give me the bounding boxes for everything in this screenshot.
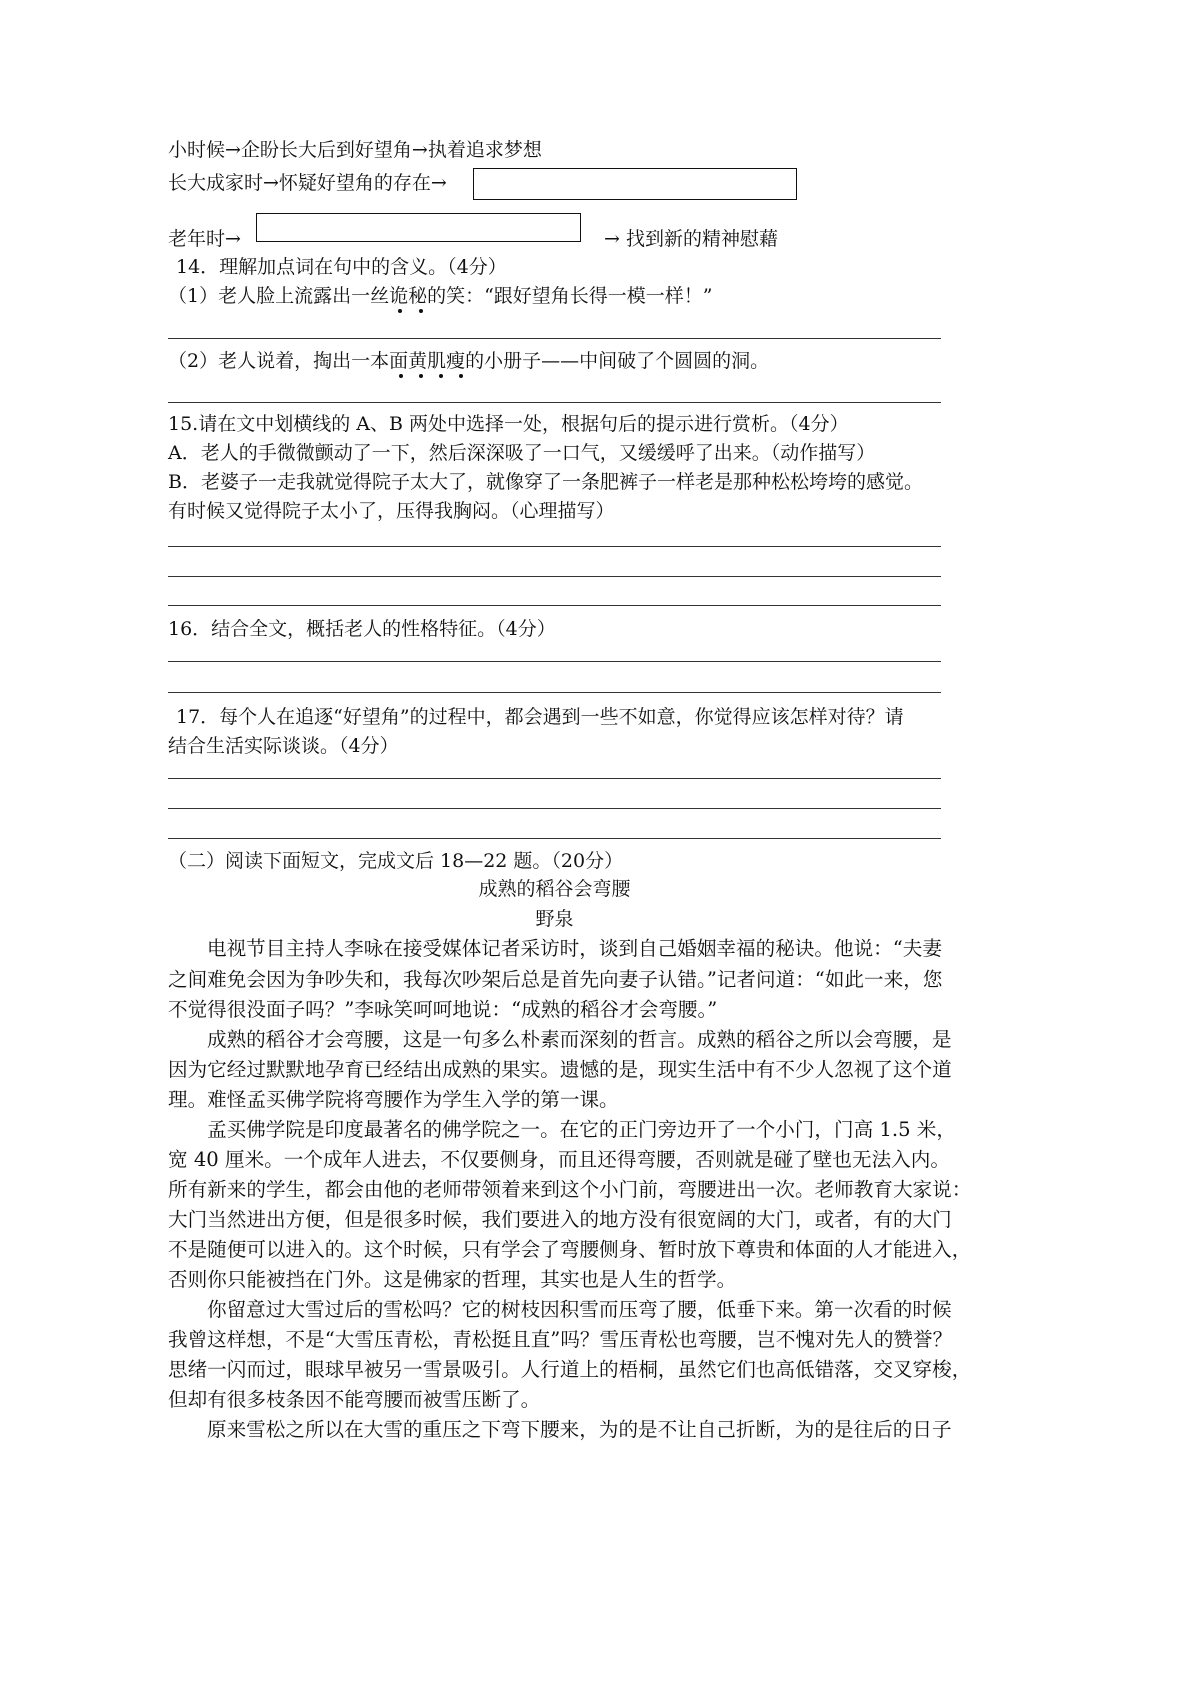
emphasis-dot: [439, 374, 443, 378]
article-line: 理。难怪孟买佛学院将弯腰作为学生入学的第一课。: [168, 1088, 619, 1111]
article-line: 你留意过大雪过后的雪松吗？它的树枝因积雪而压弯了腰，低垂下来。第一次看的时候: [207, 1298, 952, 1321]
answer-line[interactable]: [168, 661, 941, 662]
emphasis-dot: [398, 309, 402, 313]
article-line: 所有新来的学生，都会由他的老师带领着来到这个小门前，弯腰进出一次。老师教育大家说：: [168, 1178, 972, 1201]
emphasis-dot: [399, 374, 403, 378]
q16-title: 16．结合全文，概括老人的性格特征。（4分）: [168, 618, 556, 640]
answer-line[interactable]: [168, 546, 941, 547]
answer-box-1[interactable]: [473, 168, 797, 200]
q14-item-1: （1）老人脸上流露出一丝诡秘的笑：“跟好望角长得一模一样！”: [168, 285, 713, 307]
emphasis-dot: [459, 374, 463, 378]
q15-option-b-line-2: 有时候又觉得院子太小了，压得我胸闷。（心理描写）: [168, 500, 615, 522]
answer-line[interactable]: [168, 576, 941, 577]
article-author: 野泉: [535, 908, 574, 930]
chain-row-3-prefix: 老年时→: [168, 228, 241, 250]
q17-line-1: 17．每个人在追逐“好望角”的过程中，都会遇到一些不如意，你觉得应该怎样对待？请: [176, 706, 904, 728]
emphasis-dot: [419, 309, 423, 313]
article-line: 成熟的稻谷才会弯腰，这是一句多么朴素而深刻的哲言。成熟的稻谷之所以会弯腰，是: [207, 1028, 952, 1051]
article-line: 但却有很多枝条因不能弯腰而被雪压断了。: [168, 1388, 541, 1411]
article-line: 之间难免会因为争吵失和，我每次吵架后总是首先向妻子认错。”记者问道：“如此一来，您: [168, 968, 943, 991]
article-line: 宽 40 厘米。一个成年人进去，不仅要侧身，而且还得弯腰，否则就是碰了壁也无法入内。: [168, 1148, 950, 1171]
q17-line-2: 结合生活实际谈谈。（4分）: [168, 735, 399, 757]
answer-line[interactable]: [168, 808, 941, 809]
article-line: 孟买佛学院是印度最著名的佛学院之一。在它的正门旁边开了一个小门，门高 1.5 米，: [207, 1118, 956, 1141]
article-line: 大门当然进出方便，但是很多时候，我们要进入的地方没有很宽阔的大门，或者，有的大门: [168, 1208, 952, 1231]
answer-line[interactable]: [168, 338, 941, 339]
article-title: 成熟的稻谷会弯腰: [478, 878, 631, 900]
answer-box-2[interactable]: [256, 213, 581, 242]
chain-row-1: 小时候→企盼长大后到好望角→执着追求梦想: [168, 139, 542, 161]
q15-option-a: A．老人的手微微颤动了一下，然后深深吸了一口气，又缓缓呼了出来。（动作描写）: [168, 442, 876, 464]
chain-row-3-suffix: → 找到新的精神慰藉: [604, 228, 778, 250]
article-line: 不是随便可以进入的。这个时候，只有学会了弯腰侧身、暂时放下尊贵和体面的人才能进入，: [168, 1238, 972, 1261]
answer-line[interactable]: [168, 402, 941, 403]
chain-row-2-prefix: 长大成家时→怀疑好望角的存在→: [168, 172, 447, 194]
article-line: 原来雪松之所以在大雪的重压之下弯下腰来，为的是不让自己折断，为的是往后的日子: [207, 1418, 952, 1441]
article-line: 我曾这样想，不是“大雪压青松，青松挺且直”吗？雪压青松也弯腰，岂不愧对先人的赞誉？: [168, 1328, 953, 1351]
answer-line[interactable]: [168, 605, 941, 606]
article-line: 电视节目主持人李咏在接受媒体记者采访时，谈到自己婚姻幸福的秘诀。他说：“夫妻: [207, 937, 942, 960]
q14-item-2: （2）老人说着，掏出一本面黄肌瘦的小册子——中间破了个圆圆的洞。: [168, 350, 770, 372]
article-line: 思绪一闪而过，眼球早被另一雪景吸引。人行道上的梧桐，虽然它们也高低错落，交叉穿梭，: [168, 1358, 972, 1381]
article-line: 否则你只能被挡在门外。这是佛家的哲理，其实也是人生的哲学。: [168, 1268, 737, 1291]
section-heading: （二）阅读下面短文，完成文后 18—22 题。（20分）: [168, 850, 624, 872]
emphasis-dot: [419, 374, 423, 378]
answer-line[interactable]: [168, 778, 941, 779]
answer-line[interactable]: [168, 692, 941, 693]
q15-title: 15.请在文中划横线的 A、B 两处中选择一处，根据句后的提示进行赏析。（4分）: [168, 413, 849, 435]
answer-line[interactable]: [168, 838, 941, 839]
article-line: 不觉得很没面子吗？”李咏笑呵呵地说：“成熟的稻谷才会弯腰。”: [168, 998, 718, 1021]
article-line: 因为它经过默默地孕育已经结出成熟的果实。遗憾的是，现实生活中有不少人忽视了这个道: [168, 1058, 952, 1081]
q15-option-b-line-1: B．老婆子一走我就觉得院子太大了，就像穿了一条肥裤子一样老是那种松松垮垮的感觉。: [168, 471, 923, 493]
q14-title: 14．理解加点词在句中的含义。（4分）: [176, 256, 507, 278]
